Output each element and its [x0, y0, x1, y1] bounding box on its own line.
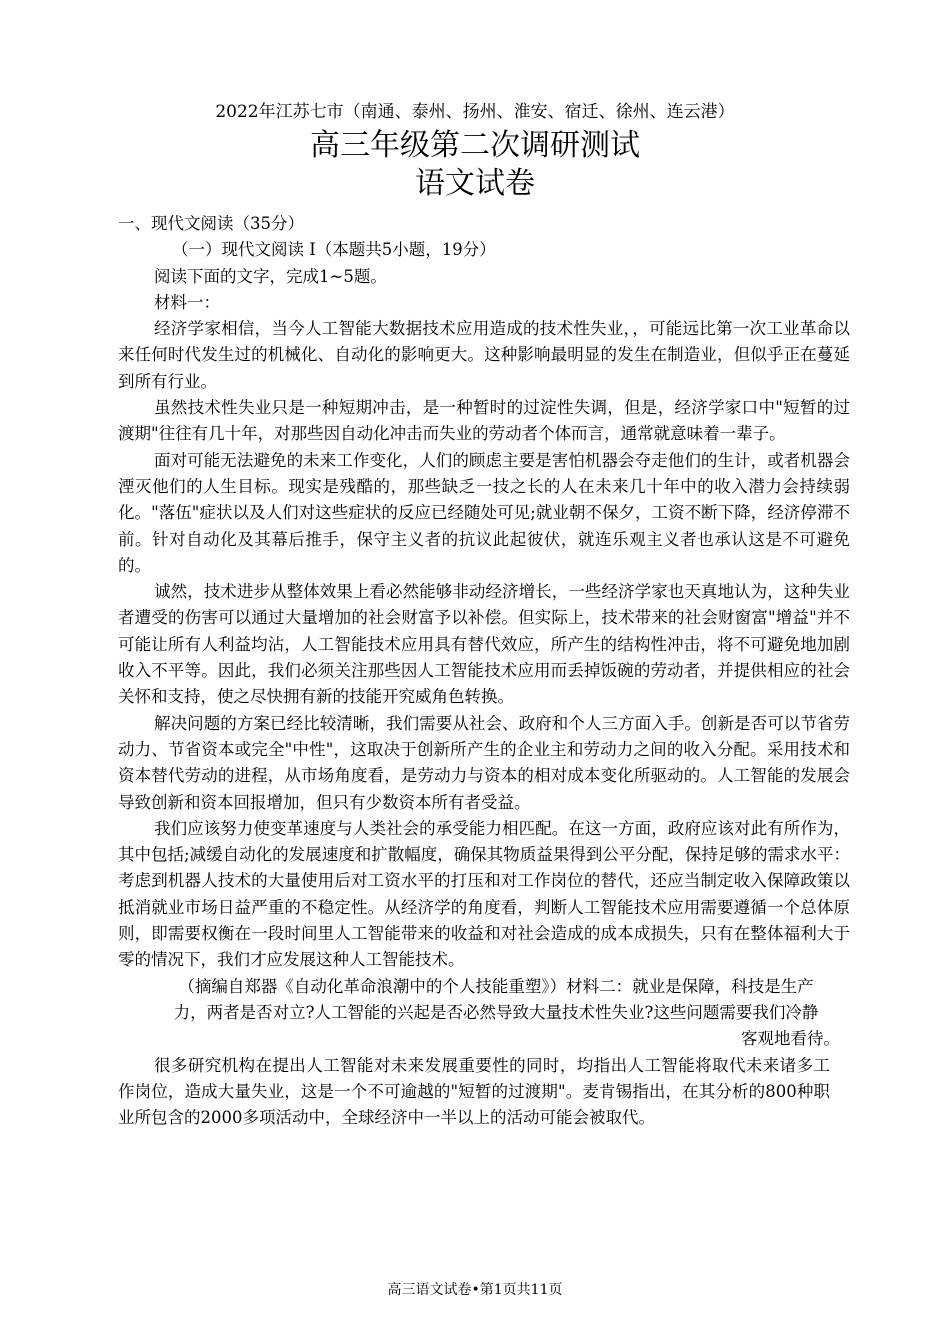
page-footer: 高三语文试卷•第1页共11页: [387, 1282, 563, 1298]
source-line-2: 力，两者是否对立?人工智能的兴起是否必然导致大量技术性失业?这些问题需要我们冷静: [173, 1002, 819, 1022]
source-citation-block: [118, 974, 850, 1053]
section-heading: 一、现代文阅读（35分）: [118, 214, 304, 233]
material-label: 材料一：: [154, 292, 220, 312]
part-heading: （一）现代文阅读 I（本题共5小题，19分）: [172, 240, 496, 260]
paragraph-1: 经济学家相信，当今人工智能大数据技术应用造成的技术性失业，，可能远比第一次工业革命以来任何时代发生过的机械化、自动化的影响更大。这种影响最明显的发生在制造业，但似乎正在蔓延到所有行业。: [118, 319, 850, 391]
paragraph-5: 解决问题的方案已经比较清晰，我们需要从社会、政府和个人三方面入手。创新是否可以节省劳动力、节省资本或完全"中性"，这取决于创新所产生的企业主和劳动力之间的收入分配。采用技术和资本替代劳动的进程，从市场角度看，是劳动力与资本的相对成本变化所驱动的。人工智能的发展会导致创新和资本回报增加，但只有少数资本所有者受益。: [118, 713, 850, 812]
exam-subject: 语文试卷: [415, 166, 535, 201]
reading-instruction: 阅读下面的文字，完成1~5题。: [154, 266, 387, 286]
paragraph-4: 诚然，技术进步从整体效果上看必然能够非动经济增长，一些经济学家也天真地认为，这种失业者遭受的伤害可以通过大量增加的社会财富予以补偿。但实际上，技术带来的社会财窗富"增益"并不可能让所有人利益均沾，人工智能技术应用具有替代效应，所产生的结构性冲击，将不可避免地加剧收入不平等。因此，我们必须关注那些因人工智能技术应用而丢掉饭碗的劳动者，并提供相应的社会关怀和支持，使之尽快拥有新的技能开究威角色转换。: [118, 582, 850, 707]
paragraph-2: 虽然技术性失业只是一种短期冲击，是一种暂时的过淀性失调，但是，经济学家口中"短暂的过渡期"往往有几十年，对那些因自动化冲击而失业的劳动者个体而言，通常就意味着一辈子。: [118, 398, 850, 444]
exam-region-line: 2022年江苏七市（南通、泰州、扬州、淮安、宿迁、徐州、连云港）: [215, 102, 735, 122]
exam-content: [118, 211, 850, 1131]
paragraph-3: 面对可能无法避免的未来工作变化，人们的顾虑主要是害怕机器会夺走他们的生计，或者机器会湮灭他们的人生目标。现实是残酷的，那些缺乏一技之长的人在未来几十年中的收入潜力会持续弱化。"落伍"症状以及人们对这些症状的反应已经随处可见;就业朝不保夕，工资不断下降，经济停滞不前。针对自动化及其幕后推手，保守主义者的抗议此起彼伏，就连乐观主义者也承认这是不可避免的。: [118, 450, 850, 575]
exam-title: 高三年级第二次调研测试: [310, 128, 640, 163]
material2-paragraph: 很多研究机构在提出人工智能对未来发展重要性的同时，均指出人工智能将取代未来诸多工作岗位，造成大量失业，这是一个不可逾越的"短暂的过渡期"。麦肯锡指出，在其分析的800种职业所包含的2000多项活动中，全球经济中一半以上的活动可能会被取代。: [118, 1055, 830, 1128]
source-line-3: 客观地看待。: [741, 1029, 840, 1049]
paragraph-6: 我们应该努力使变革速度与人类社会的承受能力相匹配。在这一方面，政府应该对此有所作为，其中包括;减缓自动化的发展速度和扩散幅度，确保其物质益果得到公平分配，保持足够的需求水平：考虑到机器人技术的大量使用后对工资水平的打压和对工作岗位的替代，还应当制定收入保障政策以抵消就业市场日益严重的不稳定性。从经济学的角度看，判断人工智能技术应用需要遵循一个总体原则，即需要权衡在一段时间里人工智能带来的收益和对社会造成的成本成损失，只有在整体福利大于零的情况下，我们才应发展这种人工智能技术。: [118, 818, 850, 970]
source-line-1: （摘编自郑器《自动化革命浪潮中的个人技能重塑》）材料二：就业是保障，科技是生产: [178, 976, 814, 996]
